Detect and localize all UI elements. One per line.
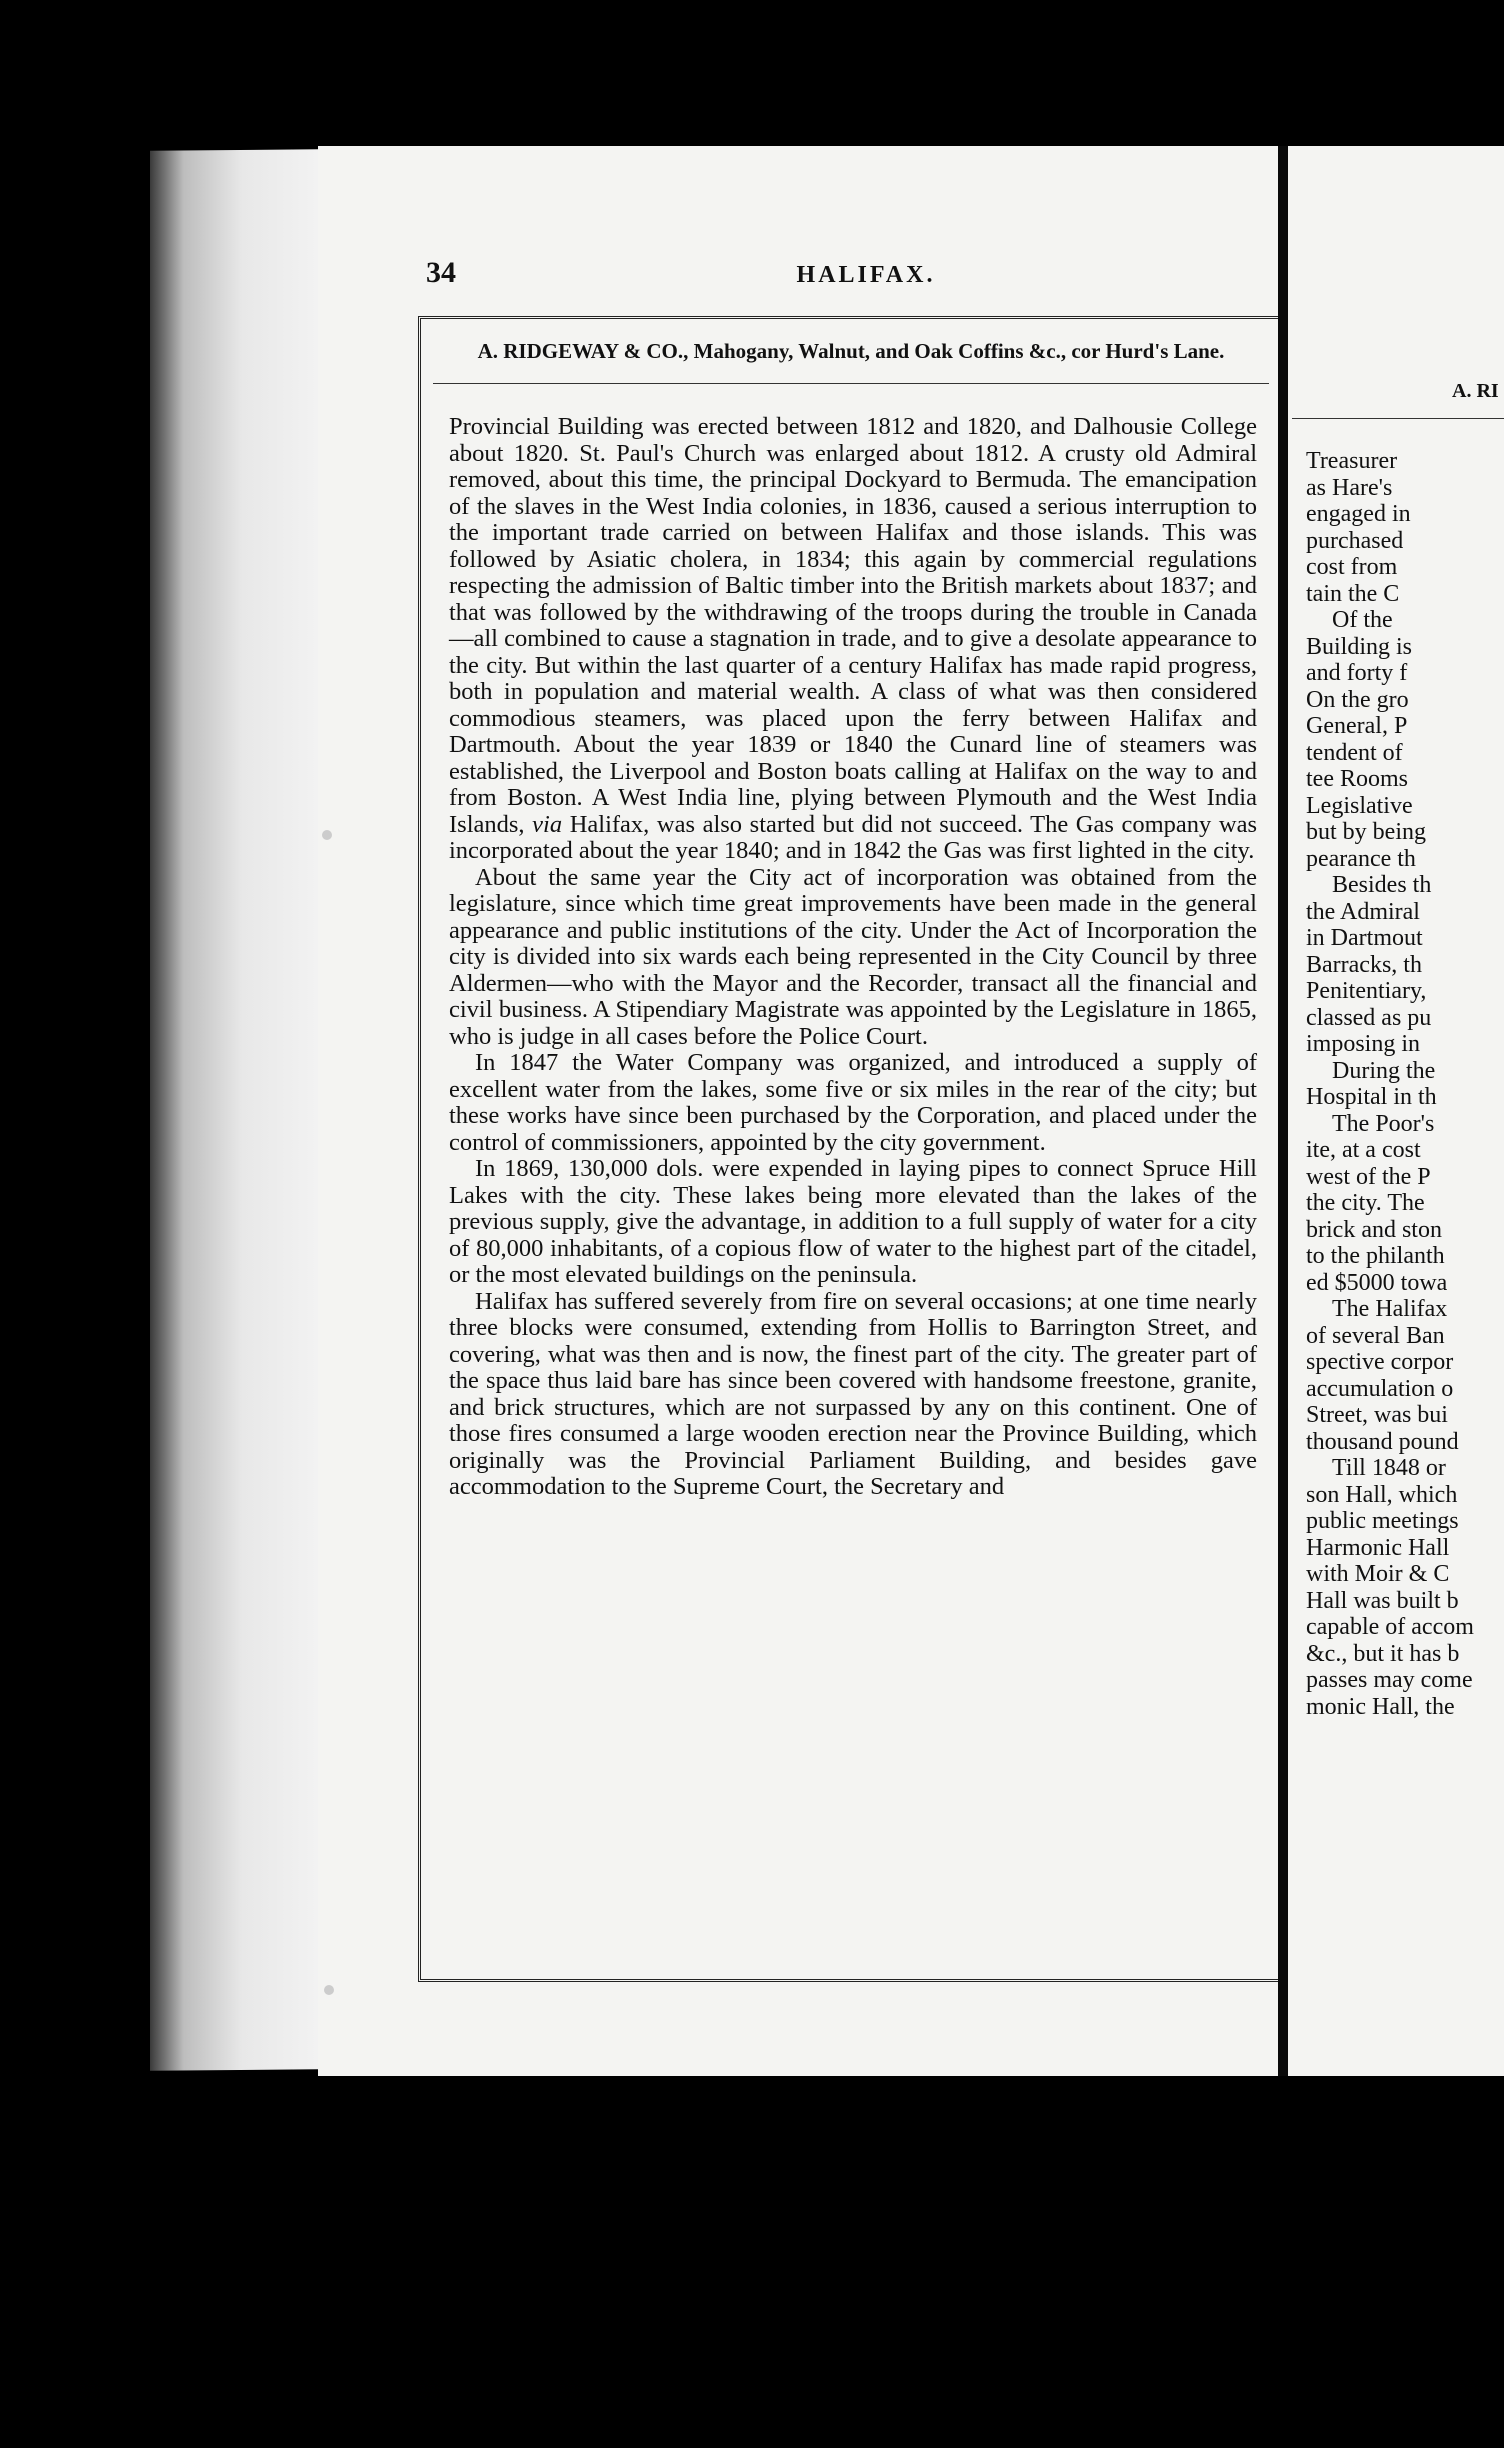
right-page-line: purchased	[1306, 527, 1404, 554]
right-page-line: west of the P	[1306, 1163, 1431, 1190]
right-page-line: Barracks, th	[1306, 951, 1422, 978]
right-page-line: and forty f	[1306, 660, 1408, 686]
right-page-line: The Halifax	[1332, 1296, 1448, 1322]
right-page-line: capable of accom	[1306, 1614, 1474, 1640]
right-page-fragment	[1292, 356, 1504, 2076]
advertisement-line: A. RIDGEWAY & CO., Mahogany, Walnut, and Oak Coffins &c., cor Hurd's Lane.	[477, 339, 1225, 363]
right-page-line: pearance th	[1306, 845, 1416, 872]
right-page-line: imposing in	[1306, 1031, 1421, 1057]
right-page-line: ed $5000 towa	[1306, 1269, 1448, 1296]
right-page-line: General, P	[1306, 713, 1408, 739]
right-page-line: the city. The	[1306, 1190, 1425, 1216]
page-header	[426, 256, 1306, 296]
right-page-line: but by being	[1306, 819, 1426, 845]
bullet-mark	[322, 830, 332, 840]
right-page-line: tain the C	[1306, 580, 1400, 607]
right-page-line: engaged in	[1306, 501, 1411, 527]
right-page-line: Legislative	[1306, 792, 1413, 819]
right-page-line: with Moir & C	[1306, 1561, 1450, 1587]
text-frame	[418, 316, 1284, 1982]
right-page-line: ite, at a cost	[1306, 1137, 1421, 1163]
right-page-line: tee Rooms	[1306, 766, 1408, 792]
book-spine-edge	[150, 149, 318, 2070]
right-page-line: brick and ston	[1306, 1216, 1442, 1243]
right-page-line: spective corpor	[1306, 1349, 1454, 1375]
right-page-line: Harmonic Hall	[1306, 1534, 1450, 1561]
divider	[433, 383, 1269, 384]
right-page-line: Of the	[1332, 607, 1393, 633]
right-page-line: son Hall, which	[1306, 1481, 1458, 1508]
page-number: 34	[426, 256, 456, 289]
right-page-text	[1306, 448, 1504, 1720]
right-page-line: Street, was bui	[1306, 1402, 1448, 1428]
right-page-line: monic Hall, the	[1306, 1693, 1455, 1720]
right-page-line: On the gro	[1306, 686, 1409, 713]
right-page-line: Besides th	[1332, 872, 1432, 898]
paragraph: In 1869, 130,000 dols. were expended in laying pipes to connect Spruce Hill Lakes with the city. These lakes being more elevated than the lakes of the previous supply, give the advantage, in addition to a full supply of water for a city of 80,000 inhabitants, of a copious flow of water to the highest part of the citadel, or the most elevated buildings on the peninsula.	[449, 1155, 1257, 1288]
right-page-line: cost from	[1306, 554, 1398, 580]
right-page-line: tendent of	[1306, 739, 1403, 766]
right-page-line: Till 1848 or	[1332, 1455, 1446, 1481]
right-page-line: accumulation o	[1306, 1375, 1454, 1402]
right-page-line: &c., but it has b	[1306, 1640, 1460, 1667]
right-page-line: During the	[1332, 1057, 1436, 1084]
paragraph: About the same year the City act of incorporation was obtained from the legislature, since which time great improvements have been made in the general appearance and public institutions of the city. Under the Act of Incorporation the city is divided into six wards each being represented in the City Council by three Aldermen—who with the Mayor and the Recorder, transact all the financial and civil business. A Stipendiary Magistrate was appointed by the Legislature in 1865, who is judge in all cases before the Police Court.	[449, 863, 1257, 1050]
bullet-mark	[324, 1985, 334, 1995]
right-page-line: public meetings	[1306, 1508, 1459, 1534]
right-page-line: classed as pu	[1306, 1004, 1432, 1031]
right-page-head: A. RI	[1452, 380, 1499, 402]
right-page-line: passes may come	[1306, 1667, 1473, 1693]
paragraph: Provincial Building was erected between 1812 and 1820, and Dalhousie College about 1820. St. Paul's Church was enlarged about 1812. A crusty old Admiral removed, about this time, the principal Dockyard to Bermuda. The emancipation of the slaves in the West India colonies, in 1836, caused a serious interruption to the important trade carried on between Halifax and those islands. This was followed by Asiatic cholera, in 1834; this again by commercial regulations respecting the admission of Baltic timber into the British markets about 1837; and that was followed by the withdrawing of the troops during the trouble in Canada—all combined to cause a stagnation in trade, and to give a desolate appearance to the city. But within the last quarter of a century Halifax has made rapid progress, both in population and material wealth. A class of what was then considered commodious steamers, was placed upon the ferry between Halifax and Dartmouth. About the year 1839 or 1840 the Cunard line of steamers was established, the Liverpool and Boston boats calling at Halifax on the way to and from Boston. A West India line, plying between Plymouth and the West India Islands, via Halifax, was also started but did not succeed. The Gas company was incorporated about the year 1840; and in 1842 the Gas was first lighted in the city.	[449, 413, 1258, 864]
right-page-line: Treasurer	[1306, 448, 1398, 474]
right-page-line: Penitentiary,	[1306, 978, 1427, 1004]
right-page-line: The Poor's	[1332, 1110, 1435, 1137]
right-page-line: Hall was built b	[1306, 1587, 1459, 1614]
right-page-line: as Hare's	[1306, 474, 1393, 501]
page-gutter	[1278, 146, 1288, 2076]
right-page-line: of several Ban	[1306, 1322, 1445, 1349]
paragraph: In 1847 the Water Company was organized, and introduced a supply of excellent water from the lakes, some five or six miles in the rear of the city; but these works have since been purchased by the Corporation, and placed under the control of commissioners, appointed by the city government.	[449, 1049, 1257, 1156]
right-page-line: in Dartmout	[1306, 925, 1423, 951]
right-page-line: the Admiral	[1306, 898, 1420, 925]
paragraph: Halifax has suffered severely from fire on several occasions; at one time nearly three blocks were consumed, extending from Hollis to Barrington Street, and covering, what was then and is now, the finest part of the city. The greater part of the space thus laid bare has since been covered with handsome freestone, granite, and brick structures, which are not surpassed by any on this continent. One of those fires consumed a large wooden erection near the Province Building, which originally was the Provincial Parliament Building, and besides gave accommodation to the Supreme Court, the Secretary and	[449, 1287, 1257, 1500]
right-page-line: Building is	[1306, 633, 1413, 660]
divider	[1292, 418, 1504, 419]
body-text	[449, 414, 1257, 1501]
right-page-line: thousand pound	[1306, 1428, 1459, 1455]
right-page-line: to the philanth	[1306, 1243, 1445, 1269]
running-head: HALIFAX.	[796, 262, 936, 288]
right-page-line: Hospital in th	[1306, 1084, 1437, 1110]
